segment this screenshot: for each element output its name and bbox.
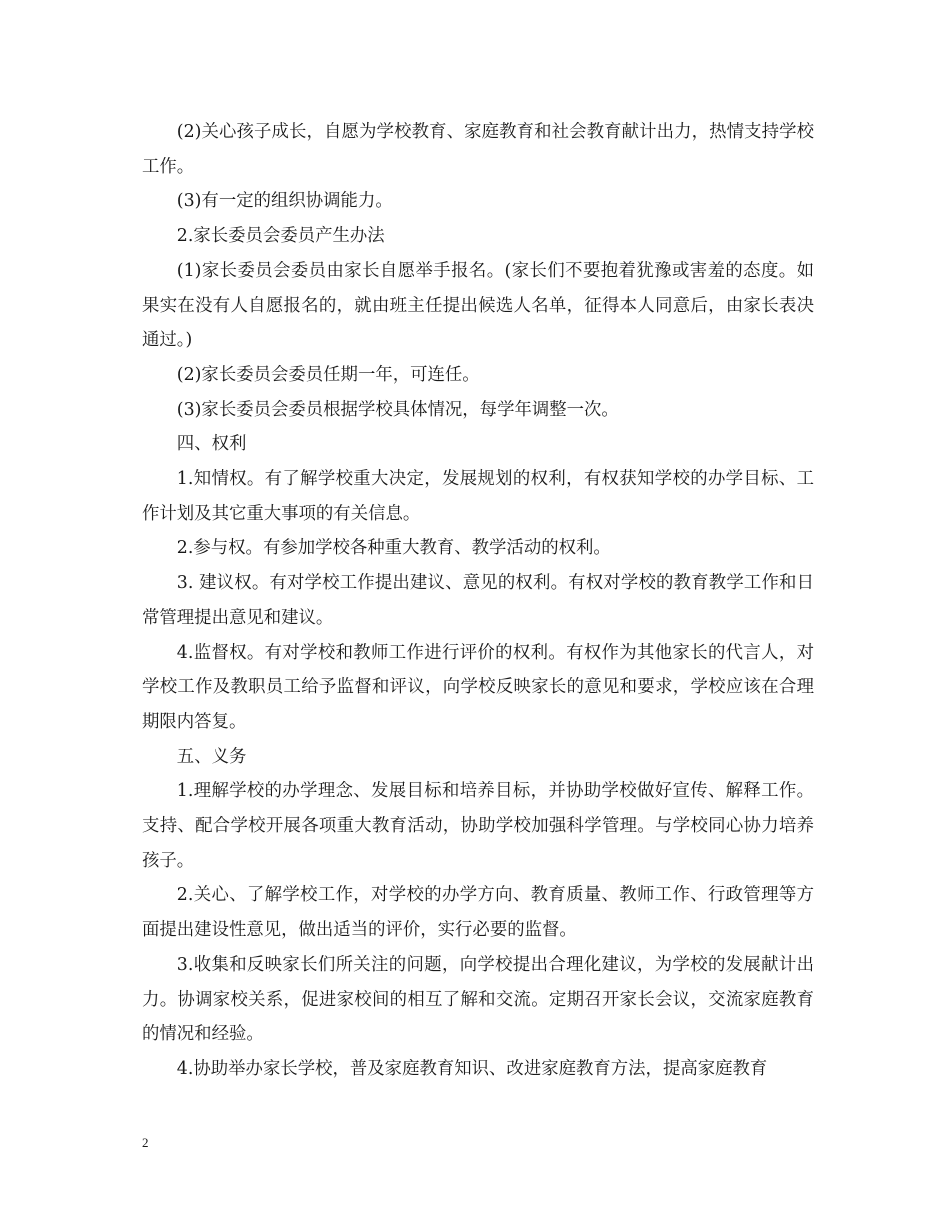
paragraph: (3)家长委员会委员根据学校具体情况，每学年调整一次。 — [176, 399, 619, 420]
paragraph: (2)家长委员会委员任期一年，可连任。 — [176, 364, 480, 385]
paragraph: (1)家长委员会委员由家长自愿举手报名。(家长们不要抱着犹豫或害羞的态度。如果实在没有人自愿报名的，就由班主任提出候选人名单，征得本人同意后，由家长表决通过。) — [142, 260, 814, 351]
paragraph: 3. 建议权。有对学校工作提出建议、意见的权利。有权对学校的教育教学工作和日常管理提出意见和建议。 — [142, 573, 814, 628]
paragraph: (3)有一定的组织协调能力。 — [176, 191, 393, 212]
paragraph: 1.知情权。有了解学校重大决定，发展规划的权利，有权获知学校的办学目标、工作计划及其它重大事项的有关信息。 — [142, 469, 814, 524]
paragraph: (2)关心孩子成长，自愿为学校教育、家庭教育和社会教育献计出力，热情支持学校工作。 — [142, 122, 814, 177]
paragraph: 4.监督权。有对学校和教师工作进行评价的权利。有权作为其他家长的代言人，对学校工作及教职员工给予监督和评议，向学校反映家长的意见和要求，学校应该在合理期限内答复。 — [142, 642, 814, 732]
paragraph: 1.理解学校的办学理念、发展目标和培养目标，并协助学校做好宣传、解释工作。支持、配合学校开展各项重大教育活动，协助学校加强科学管理。与学校同心协力培养孩子。 — [142, 781, 814, 871]
page-number: 2 — [142, 1135, 149, 1150]
section-heading: 五、义务 — [176, 746, 247, 767]
section-heading: 四、权利 — [176, 434, 247, 455]
paragraph: 2.关心、了解学校工作，对学校的办学方向、教育质量、教师工作、行政管理等方面提出建设性意见，做出适当的评价，实行必要的监督。 — [142, 885, 814, 941]
paragraph: 4.协助举办家长学校，普及家庭教育知识、改进家庭教育方法，提高家庭教育 — [176, 1058, 768, 1079]
paragraph: 2.家长委员会委员产生办法 — [176, 226, 385, 247]
document-body — [142, 115, 814, 1087]
paragraph: 2.参与权。有参加学校各种重大教育、教学活动的权利。 — [176, 538, 611, 559]
paragraph: 3.收集和反映家长们所关注的问题，向学校提出合理化建议，为学校的发展献计出力。协调家校关系，促进家校间的相互了解和交流。定期召开家长会议，交流家庭教育的情况和经验。 — [142, 954, 814, 1045]
